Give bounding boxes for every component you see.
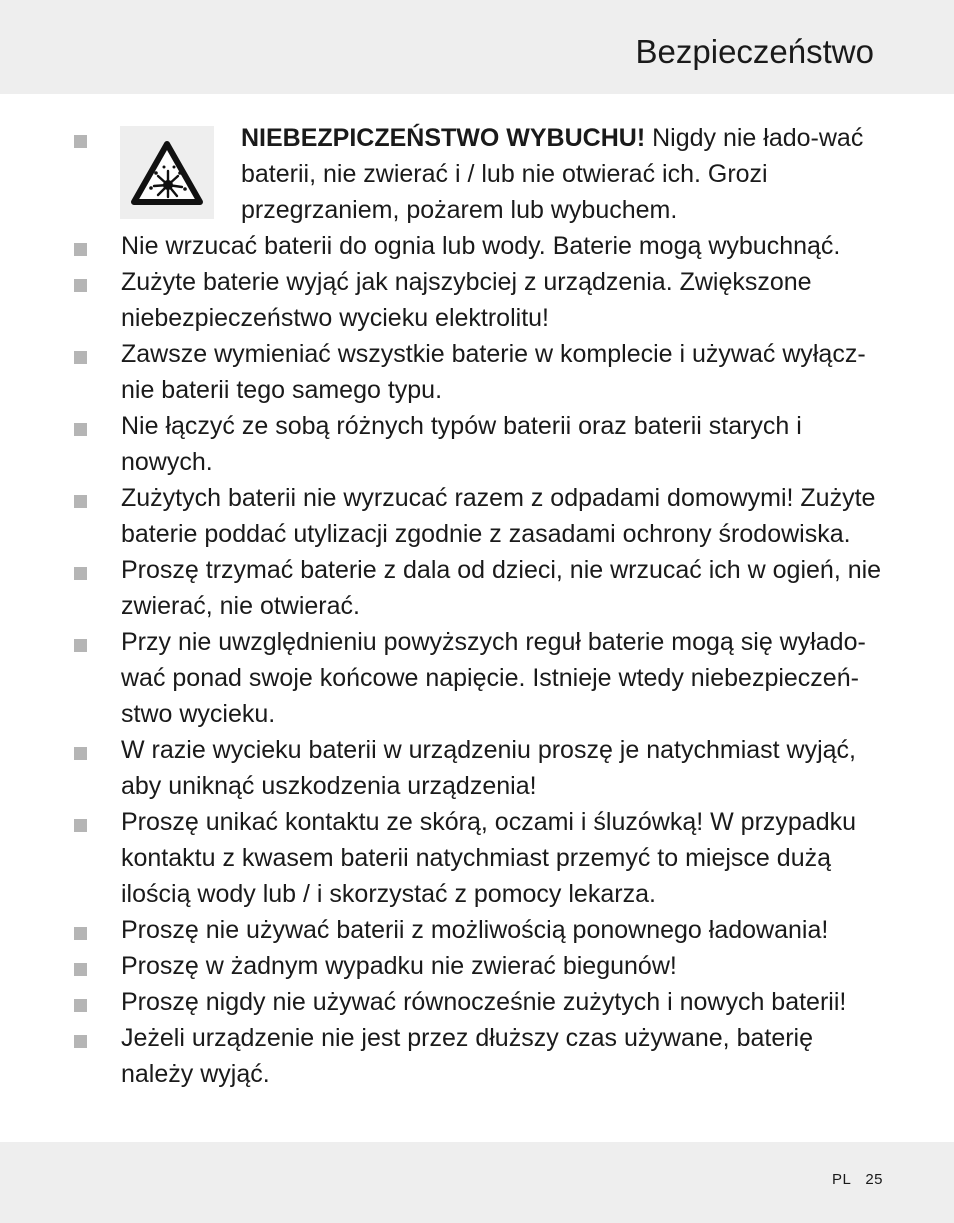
- bullet-square: [74, 351, 87, 364]
- page-header: [0, 0, 954, 94]
- list-item-text: W razie wycieku baterii w urządzeniu proszę je natychmiast wyjąć, aby uniknąć uszkodzenia urządzenia!: [121, 736, 856, 800]
- list-item: [0, 408, 954, 480]
- bullet-square: [74, 135, 87, 148]
- bullet-square: [74, 243, 87, 256]
- page-number: 25: [865, 1171, 883, 1188]
- language-code: PL: [831, 1171, 852, 1188]
- list-item-text: Nie łączyć ze sobą różnych typów baterii oraz baterii starych i nowych.: [121, 412, 802, 476]
- warning-item: [0, 120, 954, 228]
- safety-content: [0, 120, 954, 1092]
- list-item-text: Proszę trzymać baterie z dala od dzieci, nie wrzucać ich w ogień, nie zwierać, nie otwierać.: [121, 556, 882, 620]
- list-item: [0, 264, 954, 336]
- list-item-text: Proszę w żadnym wypadku nie zwierać biegunów!: [121, 952, 677, 980]
- bullet-square: [74, 1035, 87, 1048]
- bullet-square: [74, 999, 87, 1012]
- page-title: Bezpieczeństwo: [635, 33, 874, 70]
- warning-heading: NIEBEZPICZEŃSTWO WYBUCHU!: [241, 124, 646, 152]
- list-item: [0, 1020, 954, 1092]
- list-item-text: Przy nie uwzględnieniu powyższych reguł baterie mogą się wyłado-wać ponad swoje końcowe napięcie. Istnieje wtedy niebezpieczeń-stwo wycieku.: [121, 628, 866, 728]
- list-item-text: Proszę unikać kontaktu ze skórą, oczami i śluzówką! W przypadku kontaktu z kwasem baterii natychmiast przemyć to miejsce dużą ilością wody lub / i skorzystać z pomocy lekarza.: [121, 808, 857, 908]
- page-footer: [0, 1142, 954, 1223]
- bullet-square: [74, 495, 87, 508]
- safety-list: [0, 228, 954, 1092]
- list-item: [0, 480, 954, 552]
- list-item: [0, 552, 954, 624]
- list-item: [0, 732, 954, 804]
- list-item-text: Zużyte baterie wyjąć jak najszybciej z urządzenia. Zwiększone niebezpieczeństwo wycieku elektrolitu!: [121, 268, 812, 332]
- page-footer-label: [832, 1170, 883, 1190]
- list-item-text: Jeżeli urządzenie nie jest przez dłuższy czas używane, baterię należy wyjąć.: [121, 1024, 814, 1088]
- list-item: [0, 984, 954, 1020]
- list-item-text: Zużytych baterii nie wyrzucać razem z odpadami domowymi! Zużyte baterie poddać utylizacji zgodnie z zasadami ochrony środowiska.: [121, 484, 876, 548]
- warning-paragraph: [241, 120, 883, 228]
- list-item-text: Proszę nigdy nie używać równocześnie zużytych i nowych baterii!: [121, 988, 847, 1016]
- list-item: [0, 336, 954, 408]
- list-item: [0, 624, 954, 732]
- list-item-text: Zawsze wymieniać wszystkie baterie w komplecie i używać wyłącz-nie baterii tego samego typu.: [121, 340, 866, 404]
- bullet-square: [74, 819, 87, 832]
- list-item: [0, 948, 954, 984]
- list-item-text: Nie wrzucać baterii do ognia lub wody. Baterie mogą wybuchnąć.: [121, 232, 841, 260]
- explosion-warning-icon: [120, 126, 214, 219]
- bullet-square: [74, 639, 87, 652]
- bullet-square: [74, 747, 87, 760]
- bullet-square: [74, 927, 87, 940]
- list-item-text: Proszę nie używać baterii z możliwością ponownego ładowania!: [121, 916, 829, 944]
- warning-body: Nigdy nie łado-wać baterii, nie zwierać i / lub nie otwierać ich. Grozi przegrzaniem, pożarem lub wybuchem.: [241, 124, 864, 224]
- bullet-square: [74, 963, 87, 976]
- list-item: [0, 804, 954, 912]
- list-item: [0, 912, 954, 948]
- bullet-square: [74, 279, 87, 292]
- list-item: [0, 228, 954, 264]
- bullet-square: [74, 423, 87, 436]
- bullet-square: [74, 567, 87, 580]
